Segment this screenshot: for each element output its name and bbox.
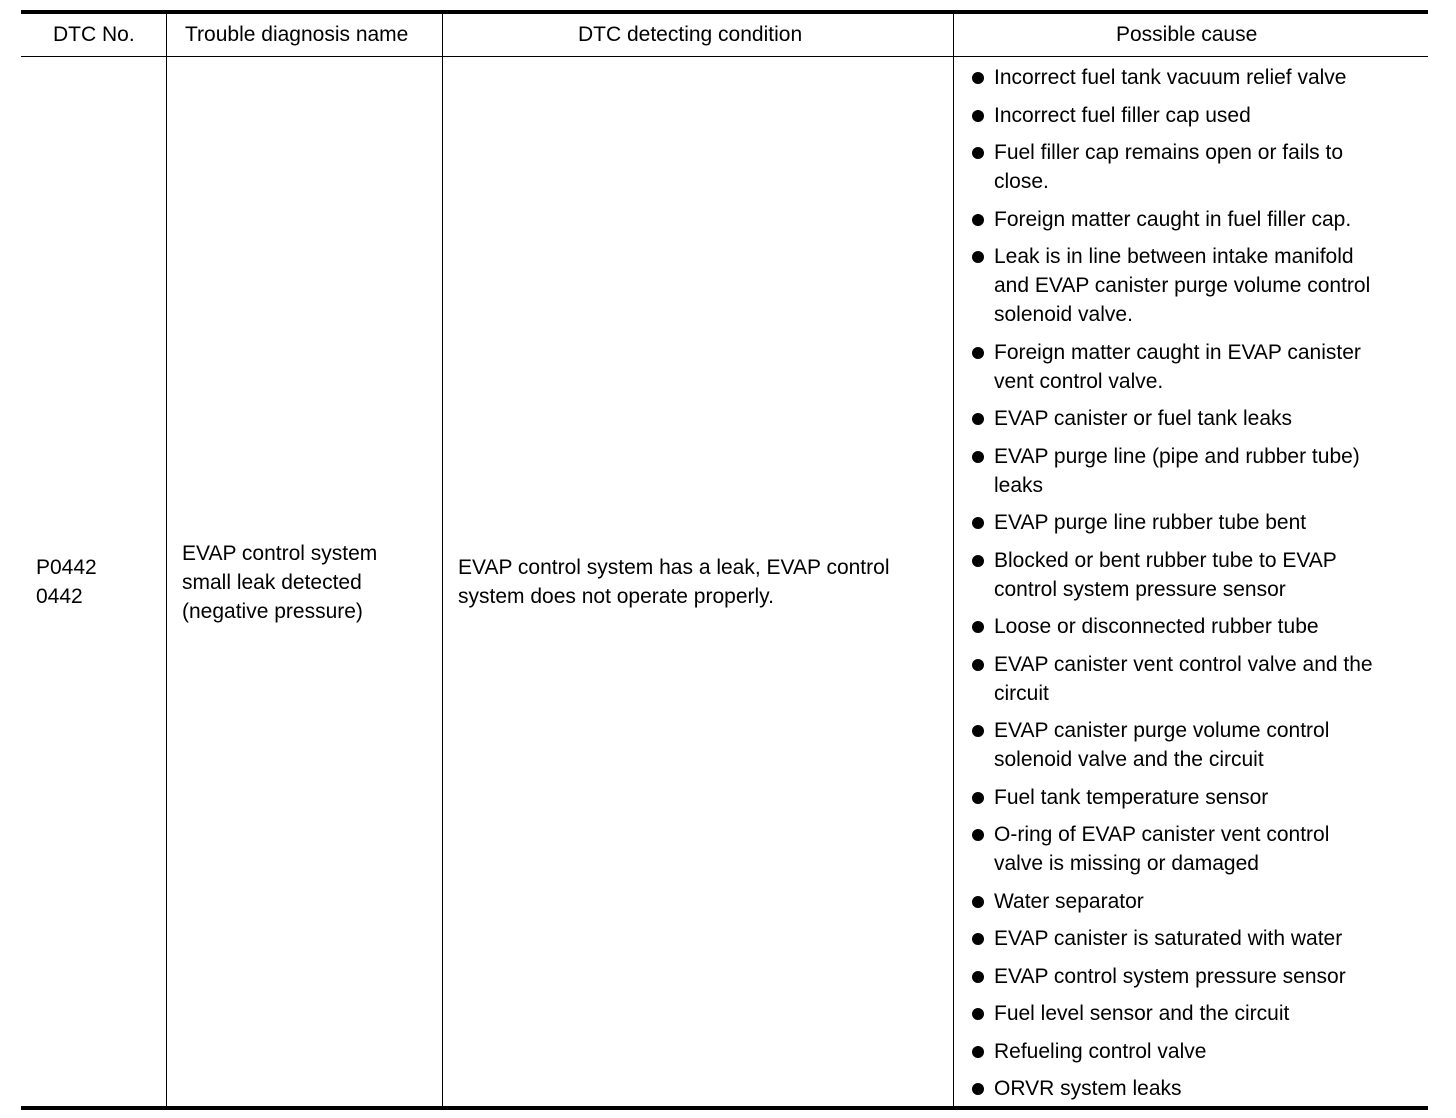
cause-item — [972, 101, 1422, 130]
cause-item — [972, 138, 1422, 196]
cause-item — [972, 820, 1422, 878]
cause-item — [972, 338, 1422, 396]
bullet-icon — [972, 214, 984, 226]
cause-item — [972, 242, 1422, 329]
column-divider-2 — [442, 14, 443, 1106]
cause-item — [972, 508, 1422, 537]
bullet-icon — [972, 933, 984, 945]
cause-item — [972, 962, 1422, 991]
header-possible-cause: Possible cause — [1116, 23, 1258, 46]
cause-item — [972, 650, 1422, 708]
dtc-code-short: 0442 — [36, 585, 83, 608]
bullet-icon — [972, 896, 984, 908]
cause-text: Refueling control valve — [994, 1039, 1207, 1063]
column-divider-1 — [166, 14, 167, 1106]
cause-item — [972, 63, 1422, 92]
cause-text: Water separator — [994, 889, 1144, 913]
cause-text: Incorrect fuel tank vacuum relief valve — [994, 66, 1347, 89]
cause-item — [972, 783, 1422, 812]
bullet-icon — [972, 347, 984, 359]
cause-text: Leak is in line between intake manifold and EVAP canister purge volume control solenoid valve. — [994, 245, 1371, 326]
cause-item — [972, 1074, 1422, 1103]
cause-item — [972, 924, 1422, 953]
cause-text: Blocked or bent rubber tube to EVAP control system pressure sensor — [994, 548, 1337, 601]
cause-item — [972, 404, 1422, 433]
bullet-icon — [972, 725, 984, 737]
cause-item — [972, 887, 1422, 916]
bullet-icon — [972, 971, 984, 983]
header-dtc-no: DTC No. — [53, 23, 135, 46]
condition-line-2: system does not operate properly. — [458, 585, 774, 608]
cause-text: EVAP control system pressure sensor — [994, 964, 1346, 988]
cause-text: EVAP canister or fuel tank leaks — [994, 407, 1293, 430]
bullet-icon — [972, 251, 984, 263]
cause-item — [972, 546, 1422, 604]
cause-text: EVAP canister purge volume control solenoid valve and the circuit — [994, 719, 1330, 771]
bullet-icon — [972, 829, 984, 841]
bullet-icon — [972, 72, 984, 84]
dtc-table — [21, 10, 1428, 1110]
bullet-icon — [972, 1008, 984, 1020]
header-condition: DTC detecting condition — [578, 23, 803, 46]
header-trouble-name: Trouble diagnosis name — [185, 23, 409, 46]
bullet-icon — [972, 621, 984, 633]
cause-text: Fuel tank temperature sensor — [994, 785, 1269, 809]
header-divider — [21, 56, 1428, 57]
cause-text: EVAP canister vent control valve and the circuit — [994, 652, 1373, 705]
cause-text: ORVR system leaks — [994, 1077, 1182, 1100]
column-divider-3 — [953, 14, 954, 1106]
trouble-name-line-2: small leak detected — [182, 571, 362, 594]
bullet-icon — [972, 413, 984, 425]
bullet-icon — [972, 1046, 984, 1058]
cause-item — [972, 999, 1422, 1028]
cause-text: Fuel level sensor and the circuit — [994, 1002, 1290, 1025]
trouble-name-cell — [182, 539, 377, 626]
bullet-icon — [972, 451, 984, 463]
condition-cell — [458, 553, 889, 611]
bullet-icon — [972, 555, 984, 567]
cause-item — [972, 612, 1422, 641]
bullet-icon — [972, 110, 984, 122]
cause-text: Incorrect fuel filler cap used — [994, 103, 1251, 127]
cause-item — [972, 205, 1422, 234]
possible-cause-list — [972, 63, 1422, 1112]
cause-text: EVAP canister is saturated with water — [994, 927, 1343, 950]
trouble-name-line-3: (negative pressure) — [182, 600, 363, 623]
cause-text: Fuel filler cap remains open or fails to close. — [994, 141, 1343, 193]
cause-item — [972, 716, 1422, 774]
condition-line-1: EVAP control system has a leak, EVAP control — [458, 556, 890, 579]
dtc-number-cell — [36, 553, 97, 611]
cause-text: EVAP purge line rubber tube bent — [994, 511, 1307, 534]
dtc-code: P0442 — [36, 556, 97, 579]
bullet-icon — [972, 659, 984, 671]
bullet-icon — [972, 1083, 984, 1095]
cause-text: EVAP purge line (pipe and rubber tube) leaks — [994, 444, 1360, 497]
cause-item — [972, 442, 1422, 500]
cause-text: Foreign matter caught in EVAP canister vent control valve. — [994, 340, 1361, 393]
cause-text: Foreign matter caught in fuel filler cap. — [994, 207, 1352, 231]
bullet-icon — [972, 792, 984, 804]
bullet-icon — [972, 517, 984, 529]
cause-item — [972, 1037, 1422, 1066]
cause-text: Loose or disconnected rubber tube — [994, 615, 1319, 638]
trouble-name-line-1: EVAP control system — [182, 542, 378, 565]
cause-text: O-ring of EVAP canister vent control valve is missing or damaged — [994, 823, 1330, 875]
bullet-icon — [972, 147, 984, 159]
